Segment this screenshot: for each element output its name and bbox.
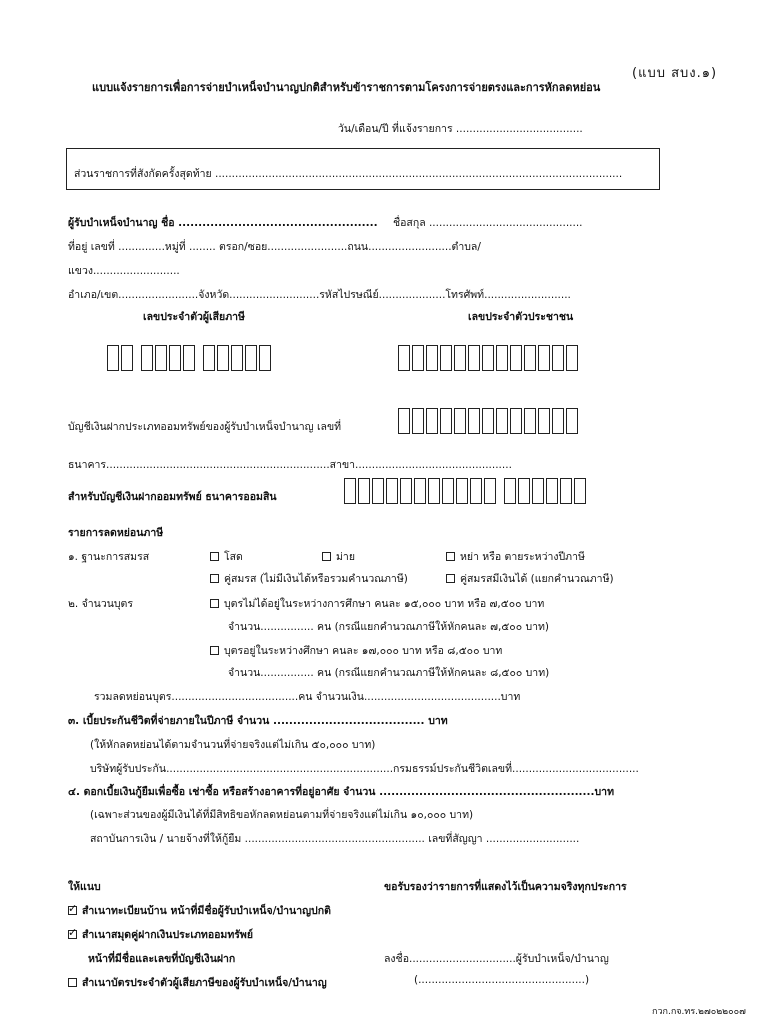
recipient-surname-field[interactable]: ชื่อสกุล ..............................................	[393, 217, 583, 229]
marital-status-label: ๑. ฐานะการสมรส	[68, 551, 150, 563]
checked-checkbox-icon[interactable]	[68, 930, 77, 939]
children-total-field[interactable]: รวมลดหย่อนบุตร......................................คน จำนวนเงิน.........................................บาท	[94, 691, 521, 703]
attachment-house-registration[interactable]: ✓สำเนาทะเบียนบ้าน หน้าที่มีชื่อผู้รับบำเหน็จ/บำนาญปกติ	[68, 902, 331, 919]
form-code: (แบบ สบง.๑)	[632, 66, 718, 81]
attachment-bankbook[interactable]: ✓สำเนาสมุดคู่ฝากเงินประเภทออมทรัพย์	[68, 926, 253, 943]
child-not-studying-count[interactable]: จำนวน................ คน (กรณีแยกคำนวณภาษีให้หักคนละ ๗,๕๐๐ บาท)	[228, 621, 550, 633]
checkbox-icon[interactable]	[210, 599, 219, 608]
signature-field[interactable]: ลงชื่อ................................ผู้รับบำเหน็จ/บำนาญ	[384, 953, 609, 965]
footer-code: กวก.กจ.ทร.๒๗๐๒๒๐๐๗	[652, 1007, 746, 1017]
subdistrict-field[interactable]: แขวง..........................	[68, 265, 180, 277]
life-insurance-note: (ให้หักลดหย่อนได้ตามจำนวนที่จ่ายจริงแต่ไม่เกิน ๕๐,๐๐๐ บาท)	[90, 739, 376, 751]
signer-name-field[interactable]: (..................................................)	[414, 974, 590, 986]
address-field[interactable]: ที่อยู่ เลขที่ ..............หมู่ที่ ........ ตรอก/ซอย........................ถนน.........................ตำบล/	[68, 241, 481, 253]
attachment-tax-card[interactable]: สำเนาบัตรประจำตัวผู้เสียภาษีของผู้รับบำเหน็จ/บำนาญ	[68, 974, 327, 991]
child-not-studying-option[interactable]: บุตรไม่ได้อยู่ในระหว่างการศึกษา คนละ ๑๕,๐๐๐ บาท หรือ ๗,๕๐๐ บาท	[210, 595, 544, 612]
lender-field[interactable]: สถาบันการเงิน / นายจ้างที่ให้กู้ยืม ...................................................... เลขที่สัญญา ............................	[90, 833, 580, 845]
report-date-field[interactable]: วัน/เดือน/ปี ที่แจ้งรายการ ......................................	[338, 123, 583, 135]
checkbox-icon[interactable]	[446, 574, 455, 583]
bank-account-boxes[interactable]	[398, 408, 580, 434]
children-label: ๒. จำนวนบุตร	[68, 598, 134, 610]
gsb-account-label: สำหรับบัญชีเงินฝากออมทรัพย์ ธนาคารออมสิน	[68, 491, 277, 503]
checkbox-icon[interactable]	[210, 552, 219, 561]
divorced-option[interactable]: หย่า หรือ ตายระหว่างปีภาษี	[446, 548, 585, 565]
single-option[interactable]: โสด	[210, 548, 243, 565]
spouse-no-income-option[interactable]: คู่สมรส (ไม่มีเงินได้หรือรวมคำนวณภาษี)	[210, 570, 408, 587]
attachment-bankbook-detail: หน้าที่มีชื่อและเลขที่บัญชีเงินฝาก	[88, 953, 236, 965]
mortgage-interest-field[interactable]: ๔. ดอกเบี้ยเงินกู้ยืมเพื่อซื้อ เช่าซื้อ หรือสร้างอาคารที่อยู่อาศัย จำนวน ......................................................บาท	[68, 786, 614, 798]
bank-branch-field[interactable]: ธนาคาร...................................................................สาขา...............................................	[68, 459, 512, 471]
recipient-name-field[interactable]: ผู้รับบำเหน็จบำนาญ ชื่อ ..................................................	[68, 217, 378, 229]
checkbox-icon[interactable]	[446, 552, 455, 561]
checkbox-icon[interactable]	[322, 552, 331, 561]
child-studying-count[interactable]: จำนวน................ คน (กรณีแยกคำนวณภาษีให้หักคนละ ๘,๕๐๐ บาท)	[228, 667, 550, 679]
mortgage-interest-note: (เฉพาะส่วนของผู้มีเงินได้ที่มีสิทธิขอหักลดหย่อนตามที่จ่ายจริงแต่ไม่เกิน ๑๐,๐๐๐ บาท)	[90, 809, 474, 821]
spouse-income-option[interactable]: คู่สมรสมีเงินได้ (แยกคำนวณภาษี)	[446, 570, 614, 587]
agency-field[interactable]: ส่วนราชการที่สังกัดครั้งสุดท้าย ..........................................................................................................................	[74, 168, 623, 180]
checked-checkbox-icon[interactable]	[68, 906, 77, 915]
bank-account-label: บัญชีเงินฝากประเภทออมทรัพย์ของผู้รับบำเหน็จบำนาญ เลขที่	[68, 421, 342, 433]
province-field[interactable]: อำเภอ/เขต........................จังหวัด...........................รหัสไปรษณีย์....................โทรศัพท์..........................	[68, 289, 571, 301]
tax-id-boxes[interactable]	[107, 345, 273, 371]
checkbox-icon[interactable]	[210, 574, 219, 583]
child-studying-option[interactable]: บุตรอยู่ในระหว่างศึกษา คนละ ๑๗,๐๐๐ บาท หรือ ๘,๕๐๐ บาท	[210, 642, 502, 659]
deductions-heading: รายการลดหย่อนภาษี	[68, 527, 164, 539]
widowed-option[interactable]: ม่าย	[322, 548, 355, 565]
certify-statement: ขอรับรองว่ารายการที่แสดงไว้เป็นความจริงทุกประการ	[384, 881, 627, 893]
checkbox-icon[interactable]	[68, 978, 77, 987]
tax-id-label: เลขประจำตัวผู้เสียภาษี	[143, 311, 245, 323]
citizen-id-label: เลขประจำตัวประชาชน	[468, 311, 574, 323]
insurer-field[interactable]: บริษัทผู้รับประกัน....................................................................กรมธรรม์ประกันชีวิตเลขที่......................................	[90, 763, 639, 775]
checkbox-icon[interactable]	[210, 646, 219, 655]
gsb-account-boxes[interactable]	[344, 478, 588, 504]
citizen-id-boxes[interactable]	[398, 345, 580, 371]
form-title: แบบแจ้งรายการเพื่อการจ่ายบำเหน็จบำนาญปกติสำหรับข้าราชการตามโครงการจ่ายตรงและการหักลดหย่อน	[92, 81, 601, 94]
life-insurance-field[interactable]: ๓. เบี้ยประกันชีวิตที่จ่ายภายในปีภาษี จำนวน ...................................... บาท	[68, 715, 448, 727]
attachments-heading: ให้แนบ	[68, 881, 101, 893]
